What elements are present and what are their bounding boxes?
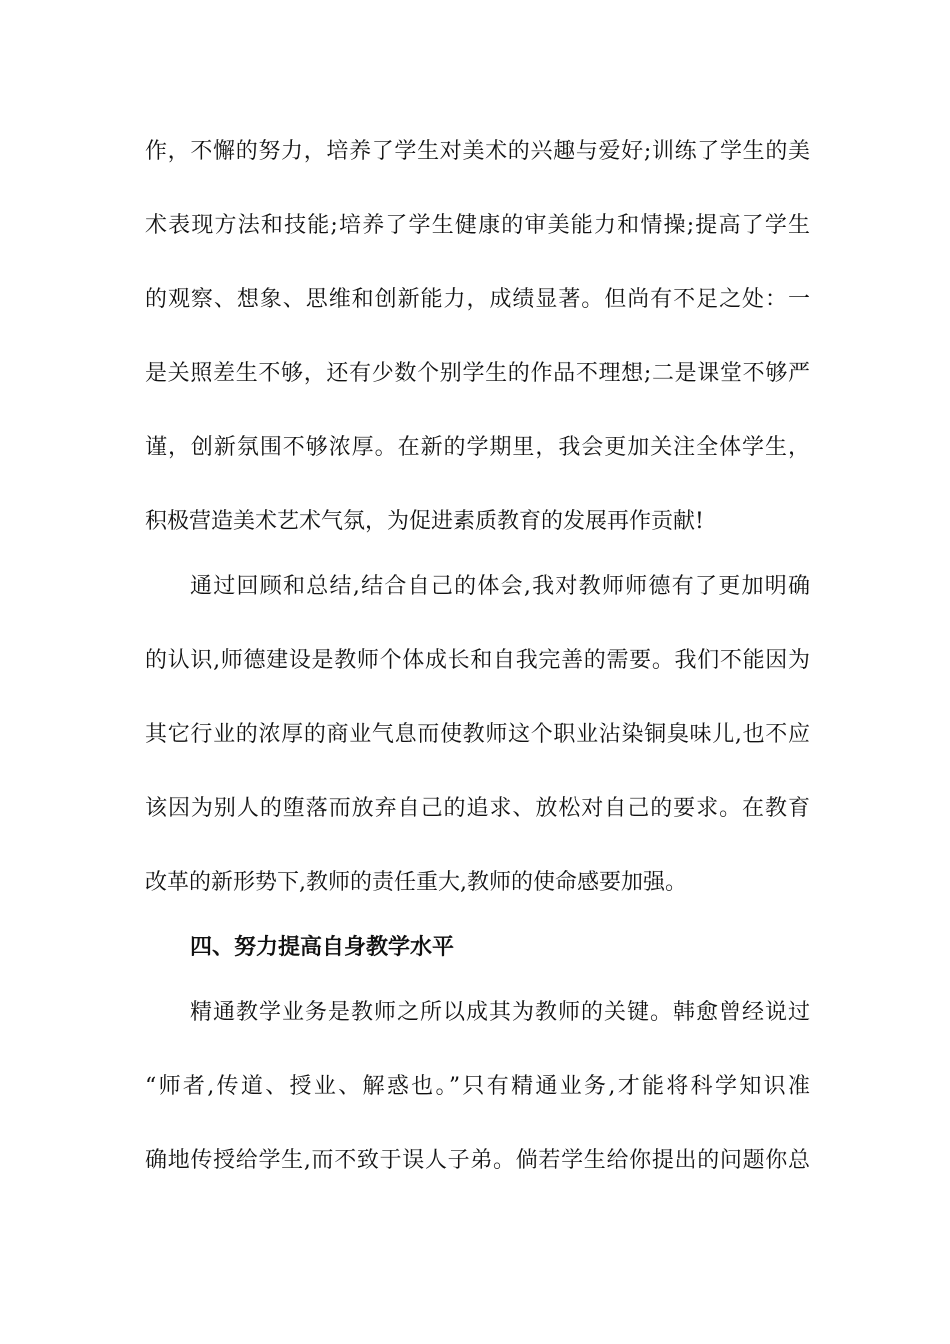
paragraph-line: 通过回顾和总结,结合自己的体会,我对教师师德有了更加明确: [190, 574, 810, 599]
paragraph-line: 该因为别人的堕落而放弃自己的追求、放松对自己的要求。在教育: [145, 796, 810, 821]
paragraph-line: 积极营造美术艺术气氛，为促进素质教育的发展再作贡献!: [145, 509, 704, 534]
paragraph-line: 术表现方法和技能;培养了学生健康的审美能力和情操;提高了学生: [145, 213, 810, 238]
paragraph-line: 改革的新形势下,教师的责任重大,教师的使命感要加强。: [145, 870, 687, 895]
paragraph-line: “师者,传道、授业、解惑也。”只有精通业务,才能将科学知识准: [145, 1074, 810, 1099]
paragraph-line: 精通教学业务是教师之所以成其为教师的关键。韩愈曾经说过: [190, 1000, 810, 1025]
paragraph-line: 其它行业的浓厚的商业气息而使教师这个职业沾染铜臭味儿,也不应: [145, 722, 810, 747]
section-heading: 四、努力提高自身教学水平: [190, 935, 455, 960]
paragraph-line: 是关照差生不够，还有少数个别学生的作品不理想;二是课堂不够严: [145, 361, 810, 386]
paragraph-line: 的认识,师德建设是教师个体成长和自我完善的需要。我们不能因为: [145, 648, 810, 673]
paragraph-line: 谨，创新氛围不够浓厚。在新的学期里，我会更加关注全体学生，: [145, 435, 810, 460]
paragraph-line: 的观察、想象、思维和创新能力，成绩显著。但尚有不足之处：一: [145, 287, 810, 312]
paragraph-line: 作，不懈的努力，培养了学生对美术的兴趣与爱好;训练了学生的美: [145, 139, 810, 164]
paragraph-line: 确地传授给学生,而不致于误人子弟。倘若学生给你提出的问题你总: [145, 1148, 810, 1173]
